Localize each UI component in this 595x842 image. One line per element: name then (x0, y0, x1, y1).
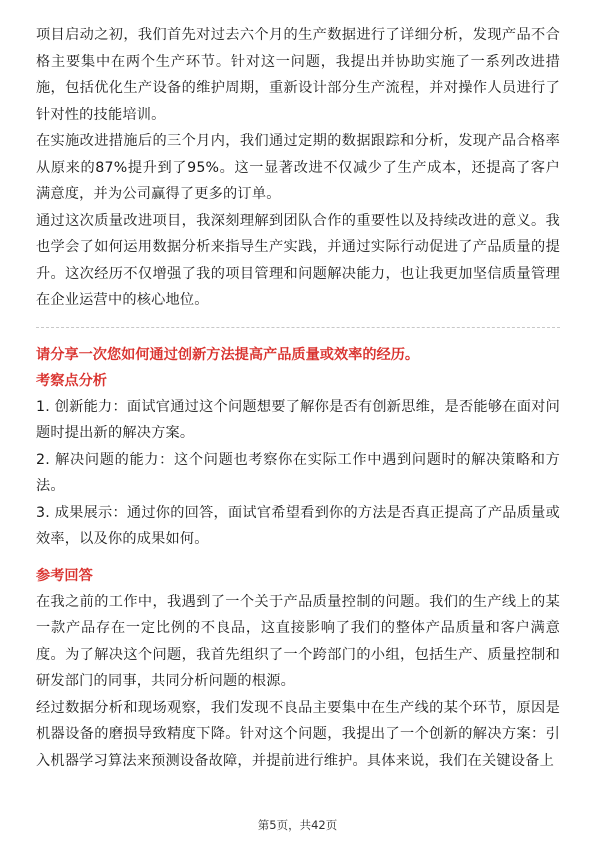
answer-paragraph: 在我之前的工作中，我遇到了一个关于产品质量控制的问题。我们的生产线上的某一款产品存在一定比例的不良品，这直接影响了我们的整体产品质量和客户满意度。为了解决这个问题，我首先组织了一个跨部门的小组，包括生产、质量控制和研发部门的同事，共同分析问题的根源。 (36, 593, 560, 689)
analysis-title: 考察点分析 (36, 372, 107, 389)
intro-paragraph: 在实施改进措施后的三个月内，我们通过定期的数据跟踪和分析，发现产品合格率从原来的87%提升到了95%。这一显著改进不仅减少了生产成本，还提高了客户满意度，并为公司赢得了更多的订单。 (36, 133, 560, 202)
analysis-item: 3. 成果展示：通过你的回答，面试官希望看到你的方法是否真正提高了产品质量或效率，以及你的成果如何。 (36, 504, 560, 547)
intro-paragraph: 项目启动之初，我们首先对过去六个月的生产数据进行了详细分析，发现产品不合格主要集中在两个生产环节。针对这一问题，我提出并协助实施了一系列改进措施，包括优化生产设备的维护周期，重新设计部分生产流程，并对操作人员进行了针对性的技能培训。 (36, 27, 560, 123)
intro-paragraph: 通过这次质量改进项目，我深刻理解到团队合作的重要性以及持续改进的意义。我也学会了如何运用数据分析来指导生产实践，并通过实际行动促进了产品质量的提升。这次经历不仅增强了我的项目管理和问题解决能力，也让我更加坚信质量管理在企业运营中的核心地位。 (36, 212, 560, 308)
answer-section (36, 589, 560, 775)
analysis-list (36, 394, 560, 553)
question-heading: 请分享一次您如何通过创新方法提高产品质量或效率的经历。 (36, 346, 420, 363)
page-footer: 第5页，共42页 (257, 818, 338, 832)
answer-paragraph: 经过数据分析和现场观察，我们发现不良品主要集中在生产线的某个环节，原因是机器设备的磨损导致精度下降。针对这个问题，我提出了一个创新的解决方案：引入机器学习算法来预测设备故障，并提前进行维护。具体来说，我们在关键设备上 (36, 699, 560, 769)
answer-title: 参考回答 (36, 567, 93, 584)
document-page (36, 22, 560, 774)
intro-section (36, 22, 560, 314)
analysis-item: 1. 创新能力：面试官通过这个问题想要了解你是否有创新思维，是否能够在面对问题时提出新的解决方案。 (36, 398, 560, 441)
section-divider (36, 327, 560, 328)
analysis-item: 2. 解决问题的能力：这个问题也考察你在实际工作中遇到问题时的解决策略和方法。 (36, 451, 560, 494)
